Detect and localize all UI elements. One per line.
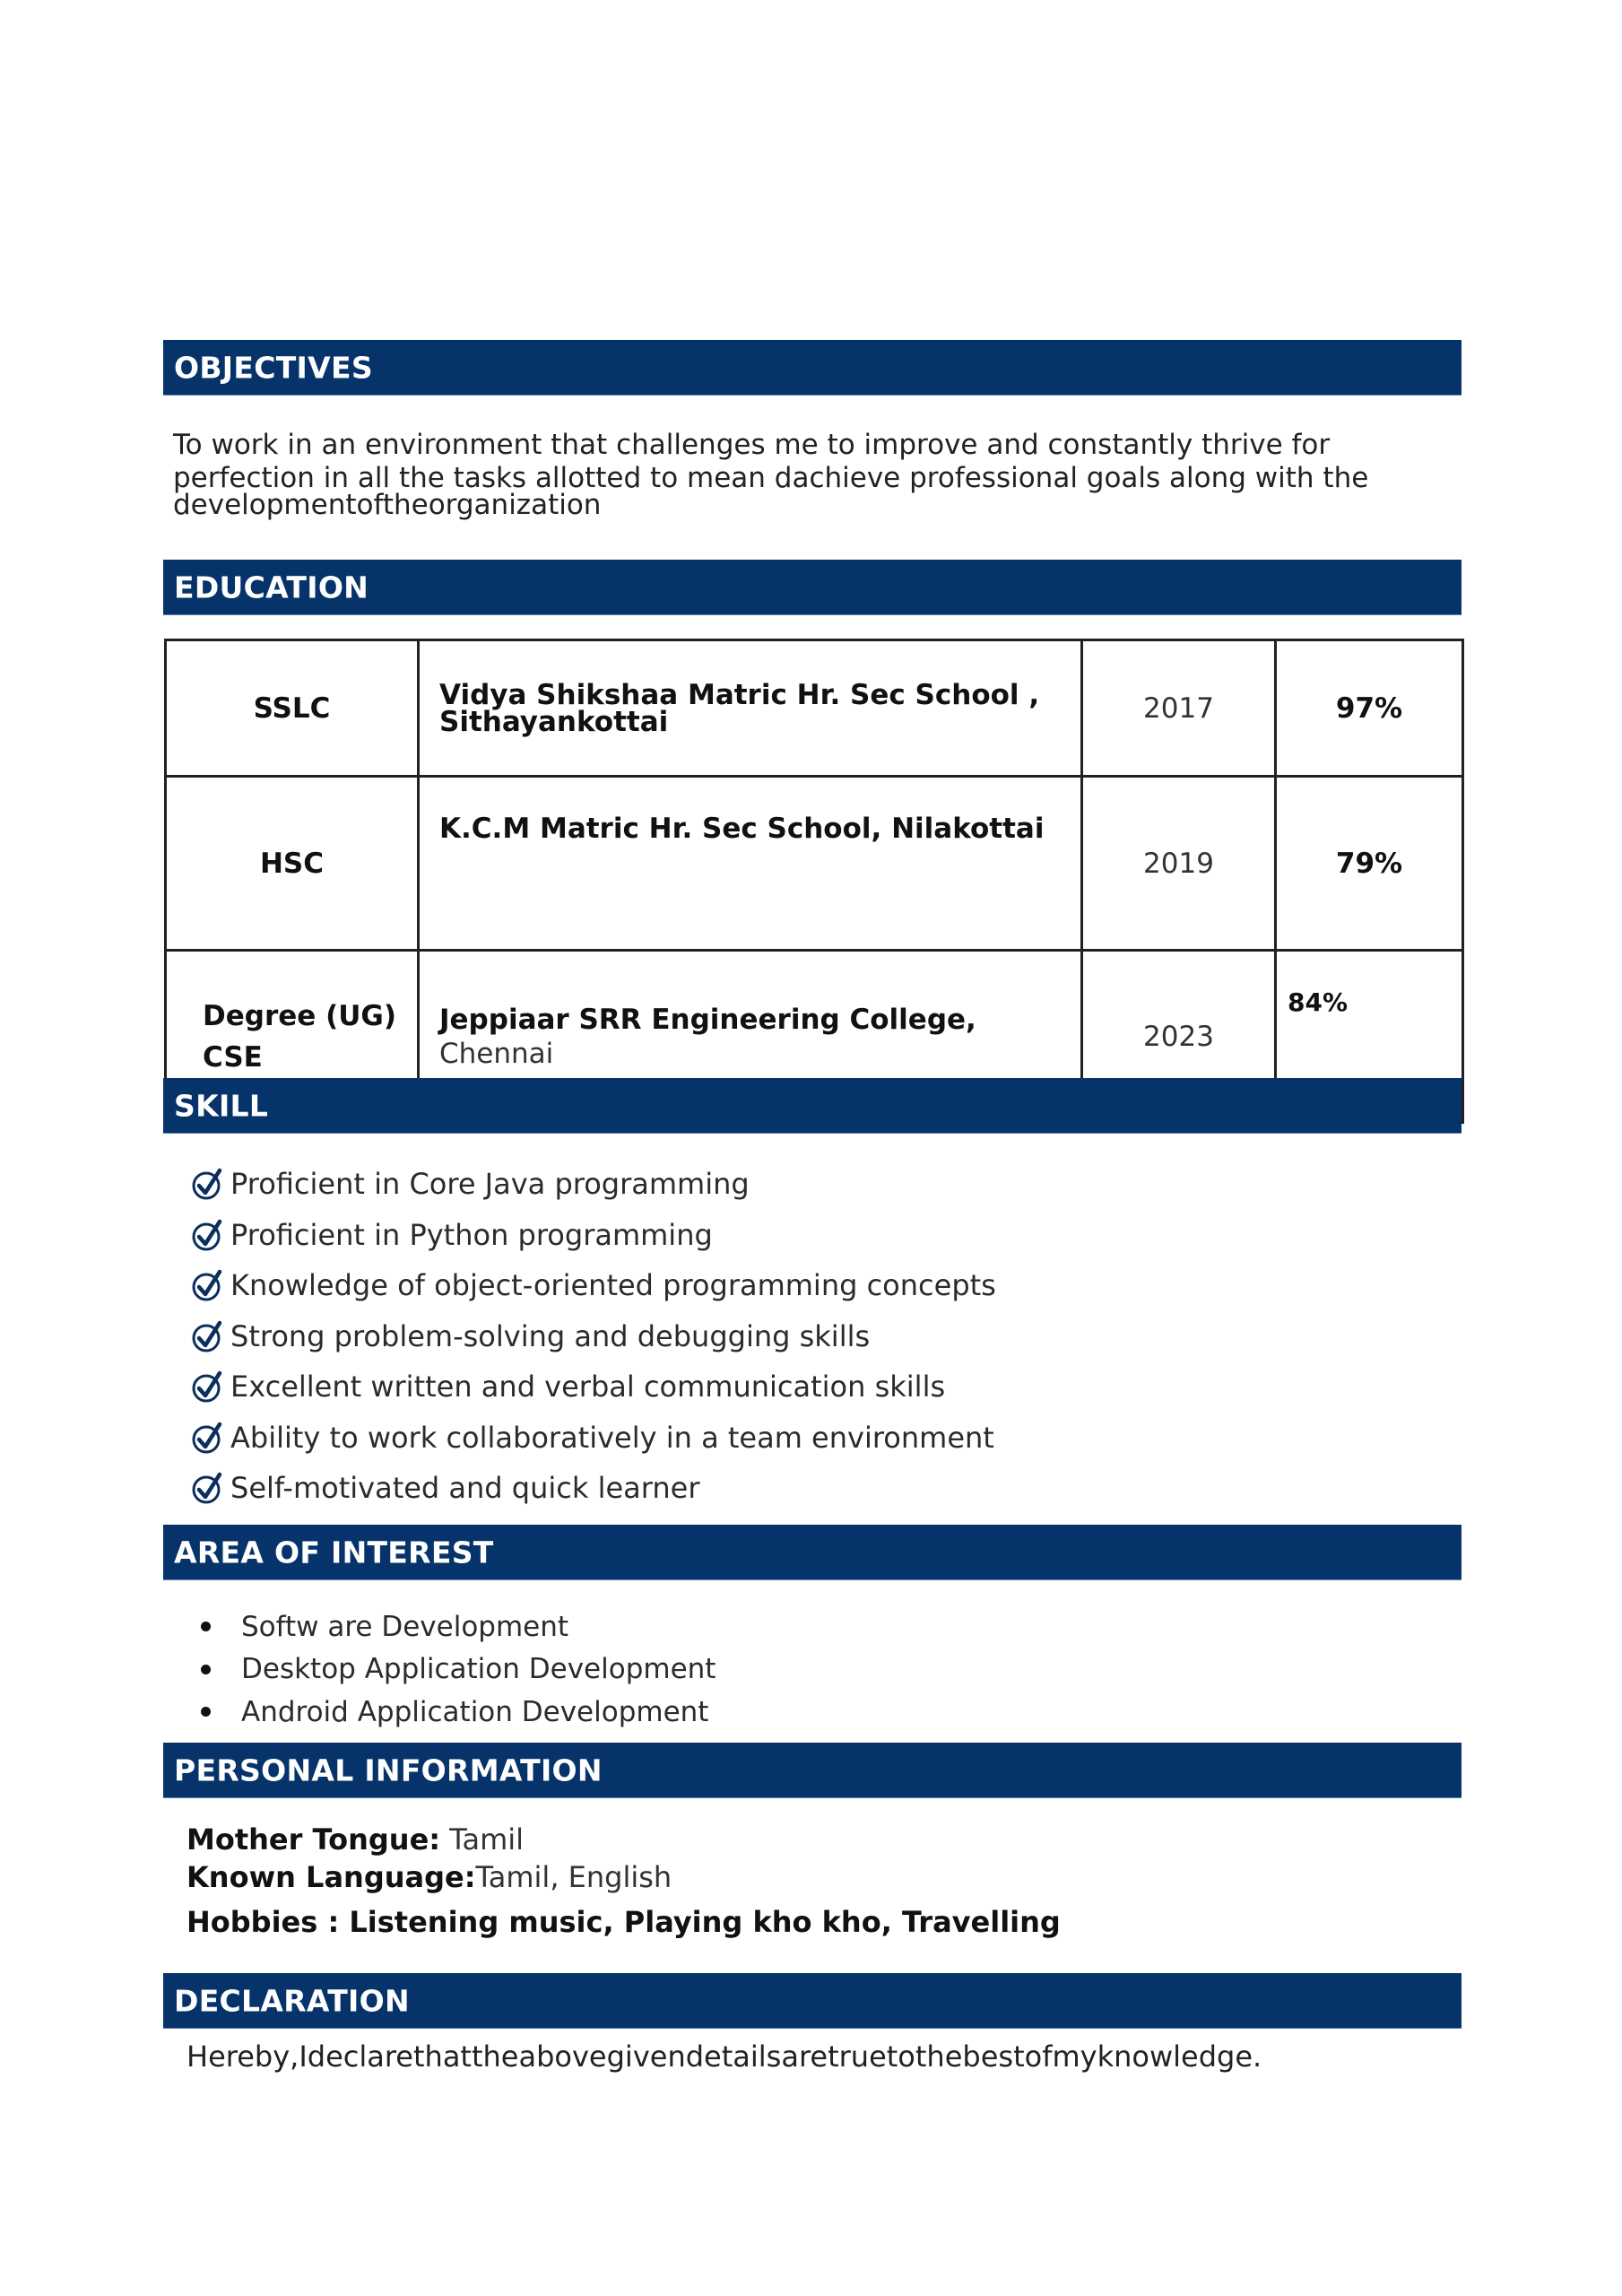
interest-text: Android Application Development bbox=[241, 1695, 709, 1728]
check-circle-icon bbox=[191, 1369, 225, 1405]
area-of-interest-header bbox=[163, 1525, 1462, 1580]
objectives-line: To work in an environment that challenges me to improve and constantly thrive for bbox=[173, 429, 1331, 461]
education-level: SSLC bbox=[166, 640, 419, 777]
education-percent: 97% bbox=[1276, 640, 1463, 777]
skill-text: Ability to work collaboratively in a team environment bbox=[230, 1420, 994, 1455]
area-of-interest-title: AREA OF INTEREST bbox=[174, 1535, 494, 1570]
area-of-interest-list bbox=[199, 1605, 716, 1734]
known-language-label: Known Language: bbox=[186, 1860, 476, 1894]
skill-text: Strong problem-solving and debugging skills bbox=[230, 1318, 871, 1353]
check-circle-icon bbox=[191, 1470, 225, 1506]
hobbies: Hobbies : Listening music, Playing kho kho, Travelling bbox=[186, 1905, 1061, 1939]
skill-list bbox=[191, 1159, 996, 1514]
list-item bbox=[191, 1260, 996, 1311]
education-year: 2023 bbox=[1082, 951, 1276, 1123]
personal-information-title: PERSONAL INFORMATION bbox=[174, 1752, 603, 1787]
mother-tongue bbox=[186, 1822, 524, 1857]
education-year: 2019 bbox=[1082, 777, 1276, 951]
skill-header bbox=[163, 1078, 1462, 1134]
list-item bbox=[199, 1648, 716, 1692]
institution-location: Sithayankottai bbox=[439, 705, 669, 738]
personal-information-header bbox=[163, 1743, 1462, 1798]
check-circle-icon bbox=[191, 1166, 225, 1202]
interest-text: Softw are Development bbox=[241, 1610, 569, 1643]
list-item bbox=[191, 1463, 996, 1514]
objectives-header bbox=[163, 340, 1462, 396]
skill-text: Self-motivated and quick learner bbox=[230, 1471, 700, 1506]
education-table bbox=[164, 639, 1464, 1124]
check-circle-icon bbox=[191, 1420, 225, 1456]
check-circle-icon bbox=[191, 1267, 225, 1303]
known-language bbox=[186, 1860, 672, 1894]
skill-title: SKILL bbox=[174, 1088, 269, 1123]
objectives-line: developmentoftheorganization bbox=[173, 489, 602, 521]
education-percent: 79% bbox=[1276, 777, 1463, 951]
level-name: Degree (UG) bbox=[203, 999, 397, 1032]
education-level: HSC bbox=[166, 777, 419, 951]
skill-text: Excellent written and verbal communication skills bbox=[230, 1370, 946, 1405]
list-item bbox=[191, 1311, 996, 1362]
table-row bbox=[166, 777, 1463, 951]
education-year: 2017 bbox=[1082, 640, 1276, 777]
skill-text: Knowledge of object-oriented programming concepts bbox=[230, 1268, 996, 1303]
institution-location: Chennai bbox=[439, 1037, 554, 1070]
check-circle-icon bbox=[191, 1318, 225, 1354]
education-percent: 84% bbox=[1276, 951, 1463, 1123]
mother-tongue-value: Tamil bbox=[440, 1822, 525, 1857]
list-item bbox=[191, 1159, 996, 1210]
bullet-icon bbox=[201, 1707, 211, 1717]
table-row bbox=[166, 640, 1463, 777]
mother-tongue-label: Mother Tongue: bbox=[186, 1822, 441, 1857]
education-header bbox=[163, 560, 1462, 615]
skill-text: Proficient in Python programming bbox=[230, 1217, 713, 1252]
institution-name: Jeppiaar SRR Engineering College, bbox=[439, 1003, 976, 1036]
list-item bbox=[191, 1210, 996, 1261]
education-institution bbox=[419, 640, 1082, 777]
bullet-icon bbox=[201, 1665, 211, 1674]
check-circle-icon bbox=[191, 1217, 225, 1253]
objectives-line: perfection in all the tasks allotted to mean dachieve professional goals along with the bbox=[173, 462, 1369, 494]
level-branch: CSE bbox=[203, 1040, 263, 1074]
declaration-title: DECLARATION bbox=[174, 1983, 410, 2018]
bullet-icon bbox=[201, 1622, 211, 1631]
known-language-value: Tamil, English bbox=[475, 1860, 672, 1894]
education-title: EDUCATION bbox=[174, 570, 369, 604]
declaration-header bbox=[163, 1973, 1462, 2029]
interest-text: Desktop Application Development bbox=[241, 1653, 716, 1686]
skill-text: Proficient in Core Java programming bbox=[230, 1167, 750, 1202]
institution-name: Vidya Shikshaa Matric Hr. Sec School , bbox=[439, 678, 1040, 711]
declaration-text: Hereby,Ideclarethattheabovegivendetailsaretruetothebestofmyknowledge. bbox=[186, 2039, 1262, 2074]
list-item bbox=[191, 1413, 996, 1464]
education-institution: K.C.M Matric Hr. Sec School, Nilakottai bbox=[419, 777, 1082, 951]
list-item bbox=[199, 1691, 716, 1734]
list-item bbox=[199, 1605, 716, 1648]
list-item bbox=[191, 1361, 996, 1413]
objectives-title: OBJECTIVES bbox=[174, 350, 373, 385]
objectives-text bbox=[173, 429, 1446, 521]
